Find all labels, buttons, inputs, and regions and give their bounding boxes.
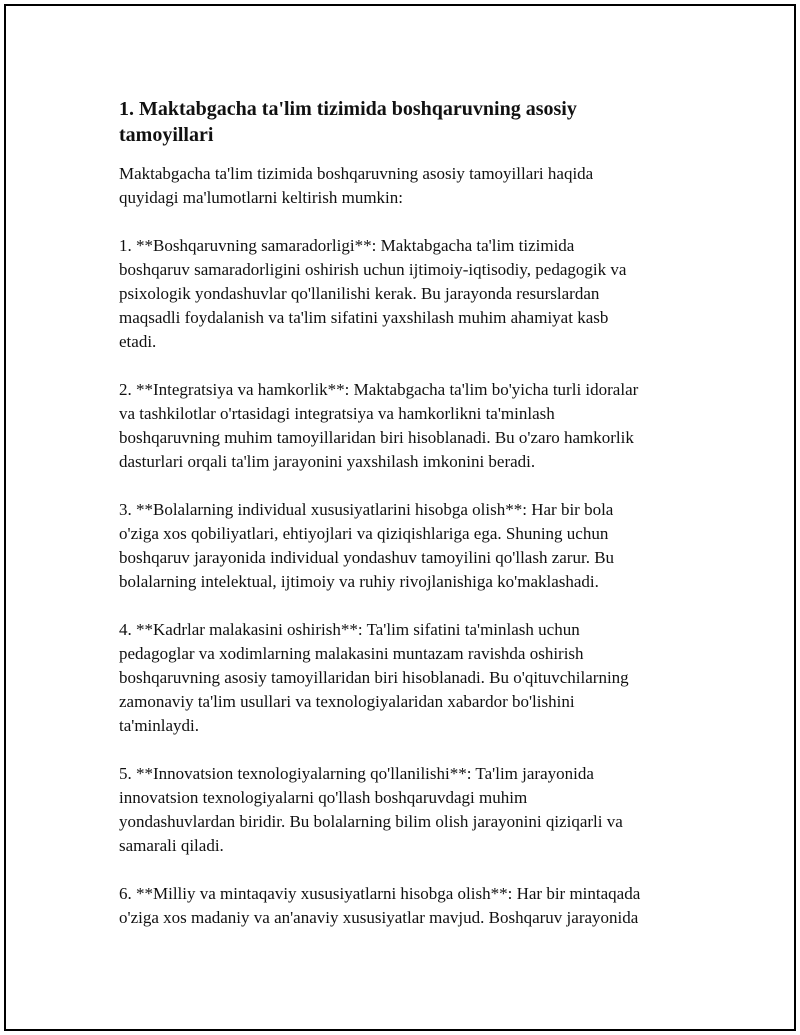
paragraph-5: 5. **Innovatsion texnologiyalarning qo'llanilishi**: Ta'lim jarayonida innovatsion texnologiyalarni qo'llash boshqaruvdagi muhim yondashuvlardan biridir. Bu bolalarning bilim olish jarayonini qiziqarli va samarali qiladi.: [119, 764, 623, 855]
paragraph-4: 4. **Kadrlar malakasini oshirish**: Ta'lim sifatini ta'minlash uchun pedagoglar va xodimlarning malakasini muntazam ravishda oshirish boshqaruvning asosiy tamoyillaridan biri hisoblanadi. Bu o'qituvchilarning zamonaviy ta'lim usullari va texnologiyalaridan xabardor bo'lishini ta'minlaydi.: [119, 620, 629, 735]
paragraph-2: 2. **Integratsiya va hamkorlik**: Maktabgacha ta'lim bo'yicha turli idoralar va tashkilotlar o'rtasidagi integratsiya va hamkorlikni ta'minlash boshqaruvning muhim tamoyillaridan biri hisoblanadi. Bu o'zaro hamkorlik dasturlari orqali ta'lim jarayonini yaxshilash imkonini beradi.: [119, 380, 639, 471]
paragraph-6: 6. **Milliy va mintaqaviy xususiyatlarni hisobga olish**: Har bir mintaqada o'ziga xos madaniy va an'anaviy xususiyatlar mavjud. Boshqaruv jarayonida: [119, 884, 641, 927]
document-page: [4, 4, 796, 1031]
document-content: [119, 96, 709, 954]
paragraph-1: 1. **Boshqaruvning samaradorligi**: Maktabgacha ta'lim tizimida boshqaruv samaradorligini oshirish uchun ijtimoiy-iqtisodiy, pedagogik va psixologik yondashuvlar qo'llanilishi kerak. Bu jarayonda resurslardan maqsadli foydalanish va ta'lim sifatini yaxshilash muhim ahamiyat kasb etadi.: [119, 236, 627, 351]
section-heading: 1. Maktabgacha ta'lim tizimida boshqaruvning asosiy tamoyillari: [119, 98, 577, 146]
intro-paragraph: Maktabgacha ta'lim tizimida boshqaruvning asosiy tamoyillari haqida quyidagi ma'lumotlarni keltirish mumkin:: [119, 164, 594, 207]
paragraph-3: 3. **Bolalarning individual xususiyatlarini hisobga olish**: Har bir bola o'ziga xos qobiliyatlari, ehtiyojlari va qiziqishlariga ega. Shuning uchun boshqaruv jarayonida individual yondashuv tamoyilini qo'llash zarur. Bu bolalarning intelektual, ijtimoiy va ruhiy rivojlanishiga ko'maklashadi.: [119, 500, 615, 591]
